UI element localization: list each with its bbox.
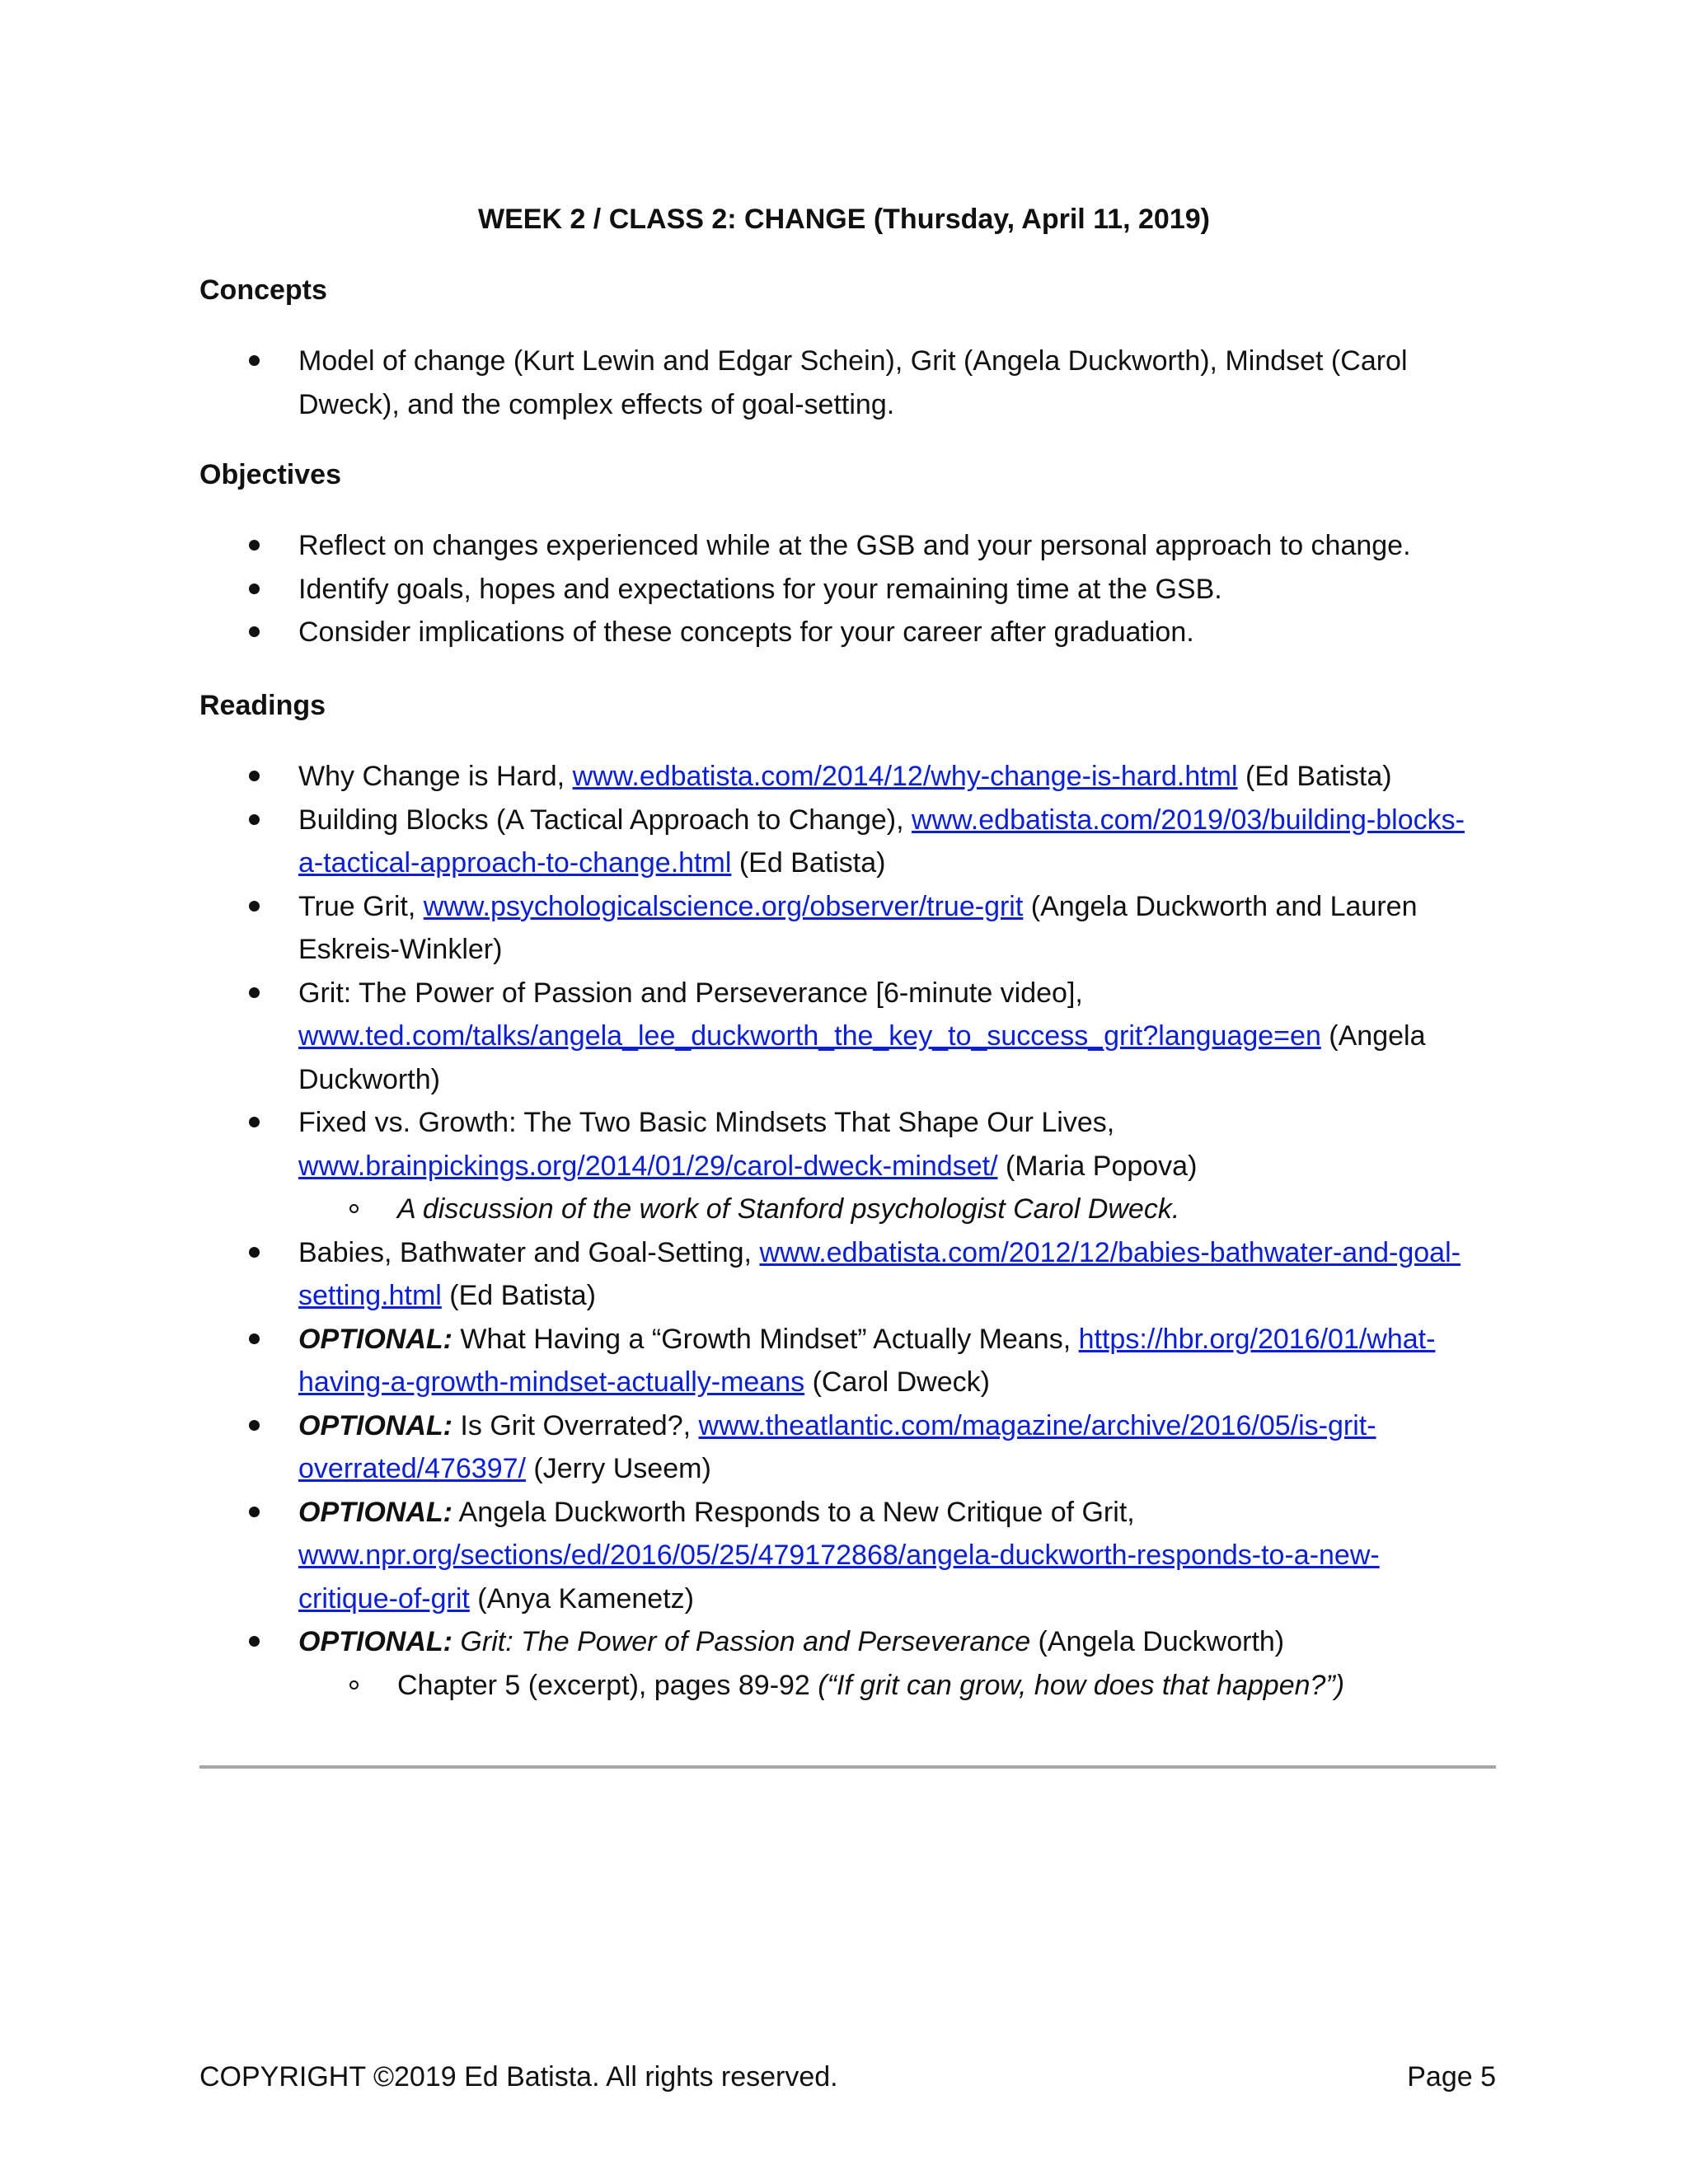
reading-author: (Jerry Useem) [525, 1453, 711, 1484]
reading-title: Building Blocks (A Tactical Approach to Change), [298, 804, 912, 836]
reading-link[interactable]: www.theatlantic.com/magazine/archive/2016/05/is-grit- overrated/476397/ [298, 1409, 1376, 1484]
reading-author: (Anya Kamenetz) [469, 1582, 694, 1615]
optional-label: OPTIONAL: [298, 1626, 452, 1657]
list-item: Reflect on changes experienced while at the GSB and your personal approach to change. [199, 524, 1502, 568]
sub-list [298, 1664, 1502, 1708]
reading-item [199, 885, 1502, 972]
sub-list-item [298, 1664, 1502, 1708]
reading-link[interactable]: www.edbatista.com/2014/12/why-change-is-hard.html [572, 761, 1238, 792]
list-item: Identify goals, hopes and expectations for your remaining time at the GSB. [199, 568, 1502, 612]
reading-link[interactable]: www.edbatista.com/2019/03/building-blocks- a-tactical-approach-to-change.html [298, 804, 1465, 879]
reading-item [199, 755, 1502, 799]
reading-title: What Having a “Growth Mindset” Actually Means, [452, 1323, 1079, 1355]
reading-item [199, 1491, 1502, 1621]
reading-title: Babies, Bathwater and Goal-Setting, [298, 1236, 760, 1268]
readings-list [199, 755, 1502, 1707]
reading-title: Fixed vs. Growth: The Two Basic Mindsets That Shape Our Lives, [298, 1107, 1115, 1138]
sub-list [298, 1188, 1502, 1231]
chapter-text: Chapter 5 (excerpt), pages 89-92 [397, 1669, 818, 1701]
list-item: Consider implications of these concepts for your career after graduation. [199, 611, 1502, 654]
sub-list-item: A discussion of the work of Stanford psychologist Carol Dweck. [298, 1188, 1502, 1231]
reading-author: (Ed Batista) [441, 1280, 596, 1311]
reading-item [199, 1231, 1502, 1318]
concepts-list [199, 340, 1502, 426]
footer-page-number: Page 5 [1407, 2061, 1496, 2093]
reading-author: (Carol Dweck) [804, 1366, 990, 1398]
reading-link[interactable]: www.edbatista.com/2012/12/babies-bathwater-and-goal- setting.html [298, 1236, 1461, 1311]
reading-author: (Maria Popova) [997, 1150, 1198, 1182]
reading-author: (Angela Duckworth) [298, 1020, 1426, 1095]
reading-title: Grit: The Power of Passion and Perseverance [6-minute video], [298, 977, 1083, 1009]
optional-label: OPTIONAL: [298, 1496, 452, 1528]
reading-link[interactable]: www.psychologicalscience.org/observer/true-grit [423, 890, 1024, 922]
concepts-heading: Concepts [199, 274, 327, 306]
reading-title: True Grit, [298, 890, 424, 922]
reading-author: (Angela Duckworth and Lauren Eskreis-Winkler) [298, 890, 1418, 965]
reading-title: Why Change is Hard, [298, 761, 573, 792]
reading-author: (Ed Batista) [1237, 761, 1392, 792]
list-item: Model of change (Kurt Lewin and Edgar Schein), Grit (Angela Duckworth), Mindset (Carol Dweck), and the complex effects of goal-setting. [199, 340, 1502, 426]
reading-link[interactable]: www.npr.org/sections/ed/2016/05/25/479172868/angela-duckworth-responds-to-a-new- critique-of-grit [298, 1540, 1380, 1615]
horizontal-divider [199, 1765, 1496, 1769]
reading-link[interactable]: www.ted.com/talks/angela_lee_duckworth_the_key_to_success_grit?language=en [298, 1020, 1321, 1052]
footer-copyright: COPYRIGHT ©2019 Ed Batista. All rights reserved. [199, 2061, 838, 2093]
objectives-heading: Objectives [199, 459, 341, 490]
reading-item [199, 1318, 1502, 1404]
reading-title: Is Grit Overrated?, [452, 1409, 699, 1441]
page-title: WEEK 2 / CLASS 2: CHANGE (Thursday, April 11, 2019) [478, 204, 1210, 235]
reading-link[interactable]: www.brainpickings.org/2014/01/29/carol-dweck-mindset/ [298, 1150, 998, 1182]
reading-item [199, 1404, 1502, 1491]
reading-author: (Ed Batista) [731, 847, 886, 879]
reading-item [199, 799, 1502, 885]
reading-title: Angela Duckworth Responds to a New Critique of Grit, [452, 1496, 1135, 1528]
reading-author: (Angela Duckworth) [1030, 1626, 1285, 1657]
optional-label: OPTIONAL: [298, 1323, 452, 1355]
reading-item [199, 972, 1502, 1102]
book-title: Grit: The Power of Passion and Perseverance [452, 1626, 1031, 1657]
reading-item [199, 1620, 1502, 1707]
optional-label: OPTIONAL: [298, 1409, 452, 1441]
objectives-list [199, 524, 1502, 654]
reading-item [199, 1101, 1502, 1231]
readings-heading: Readings [199, 690, 326, 721]
reading-link[interactable]: https://hbr.org/2016/01/what- having-a-growth-mindset-actually-means [298, 1323, 1436, 1398]
chapter-quote: (“If grit can grow, how does that happen?”) [818, 1669, 1345, 1701]
